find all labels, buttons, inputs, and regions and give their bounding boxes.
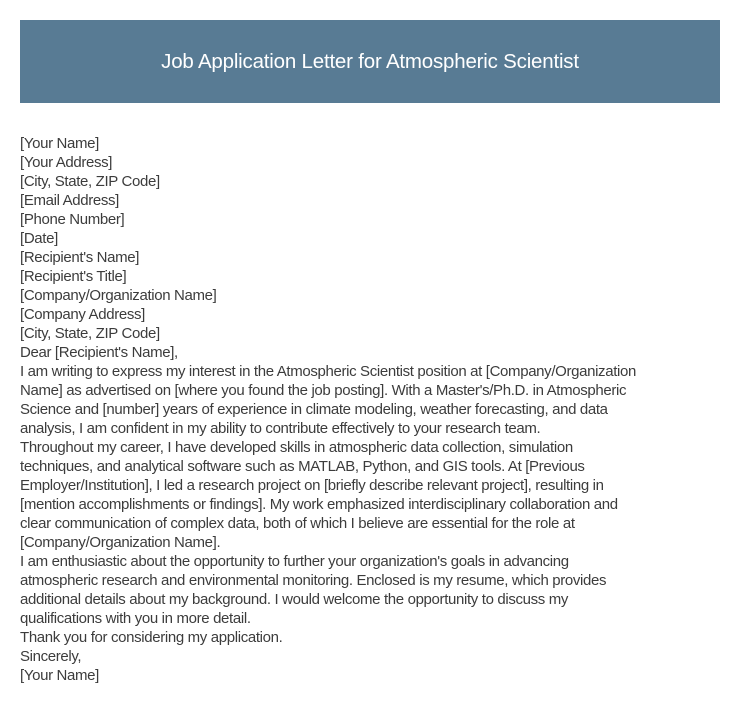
sender-email: [Email Address] <box>20 192 119 209</box>
paragraph-line: qualifications with you in more detail. <box>20 610 251 627</box>
recipient-company: [Company/Organization Name] <box>20 287 217 304</box>
paragraph-line: I am enthusiastic about the opportunity to further your organization's goals in advancing <box>20 553 569 570</box>
recipient-city-state-zip: [City, State, ZIP Code] <box>20 325 160 342</box>
sender-city-state-zip: [City, State, ZIP Code] <box>20 173 160 190</box>
paragraph-line: [mention accomplishments or findings]. My work emphasized interdisciplinary collaboration and <box>20 496 618 513</box>
sender-name: [Your Name] <box>20 135 99 152</box>
closing: Sincerely, <box>20 648 82 665</box>
recipient-address: [Company Address] <box>20 306 145 323</box>
paragraph-intro <box>20 362 735 438</box>
sender-address: [Your Address] <box>20 154 113 171</box>
paragraph-line: I am writing to express my interest in the Atmospheric Scientist position at [Company/Organization <box>20 363 636 380</box>
sender-phone: [Phone Number] <box>20 211 125 228</box>
letter-date: [Date] <box>20 230 58 247</box>
paragraph-enthusiasm <box>20 552 735 628</box>
page-header <box>20 20 720 103</box>
paragraph-line: analysis, I am confident in my ability to contribute effectively to your research team. <box>20 420 541 437</box>
recipient-name: [Recipient's Name] <box>20 249 140 266</box>
paragraph-line: additional details about my background. I would welcome the opportunity to discuss my <box>20 591 569 608</box>
recipient-block <box>20 248 735 343</box>
sender-block <box>20 134 735 229</box>
salutation: Dear [Recipient's Name], <box>20 344 178 361</box>
paragraph-line: atmospheric research and environmental monitoring. Enclosed is my resume, which provides <box>20 572 607 589</box>
paragraph-line: Name] as advertised on [where you found the job posting]. With a Master's/Ph.D. in Atmospheric <box>20 382 627 399</box>
thanks-line: Thank you for considering my application. <box>20 629 283 646</box>
paragraph-line: [Company/Organization Name]. <box>20 534 221 551</box>
paragraph-experience <box>20 438 735 552</box>
paragraph-line: Science and [number] years of experience in climate modeling, weather forecasting, and data <box>20 401 608 418</box>
paragraph-line: clear communication of complex data, both of which I believe are essential for the role at <box>20 515 575 532</box>
paragraph-line: techniques, and analytical software such as MATLAB, Python, and GIS tools. At [Previous <box>20 458 585 475</box>
page-title: Job Application Letter for Atmospheric Scientist <box>161 49 579 73</box>
signature: [Your Name] <box>20 667 99 684</box>
recipient-title: [Recipient's Title] <box>20 268 127 285</box>
paragraph-line: Employer/Institution], I led a research project on [briefly describe relevant project], resulting in <box>20 477 604 494</box>
letter-body <box>20 134 735 685</box>
paragraph-line: Throughout my career, I have developed skills in atmospheric data collection, simulation <box>20 439 573 456</box>
